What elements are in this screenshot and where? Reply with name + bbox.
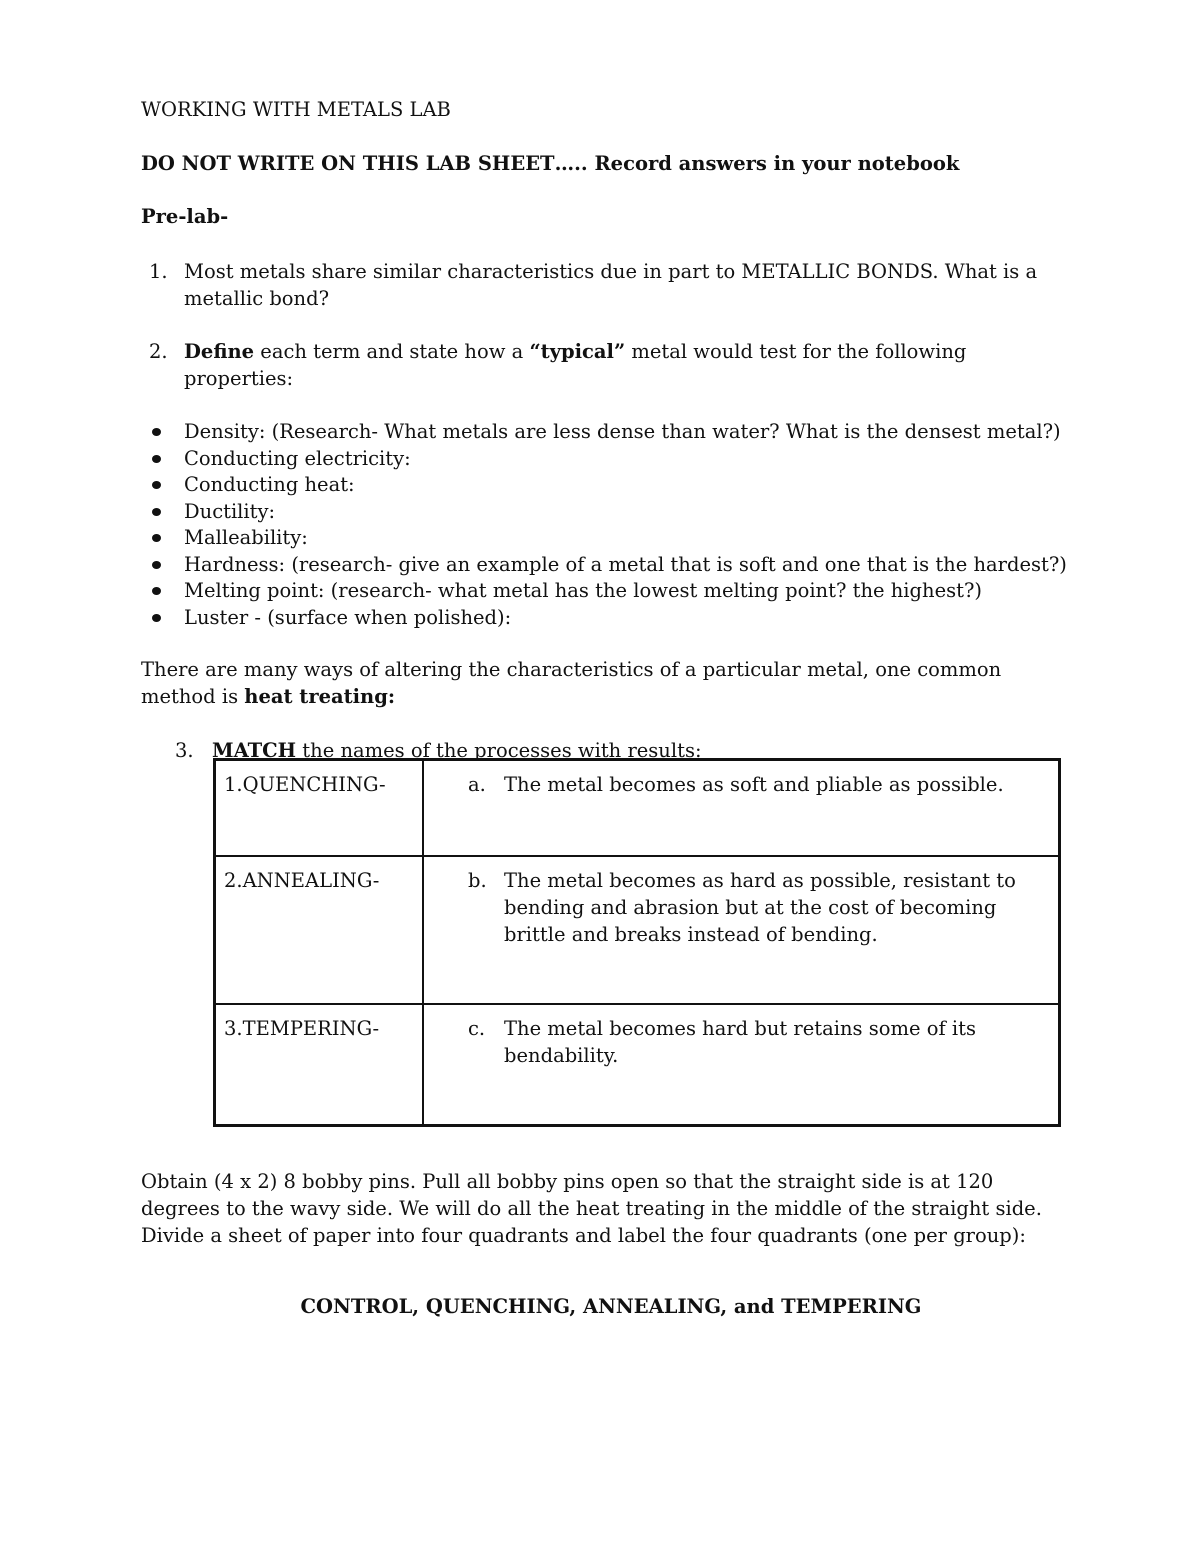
property-text: Conducting electricity: [184,446,411,470]
paragraph-text: There are many ways of altering the characteristics of a particular metal, one common method is [141,658,1002,708]
bullet-icon [152,428,161,436]
bullet-icon [152,508,161,516]
question-2 [141,338,1071,392]
process-result [423,1004,1060,1126]
question-number: 2. [149,340,168,363]
bullet-icon [152,481,161,489]
notice-line [141,150,1071,177]
process-name: 3.TEMPERING- [215,1004,424,1126]
prelab-heading: Pre-lab- [141,205,229,228]
bullet-icon [152,455,161,463]
instructions-paragraph: Obtain (4 x 2) 8 bobby pins. Pull all bobby pins open so that the straight side is at 120 degrees to the wavy side. We will do all the heat treating in the middle of the straight side. Divide a sheet of paper into four quadrants and label the four quadrants (one per group): [141,1170,1042,1247]
question-number: 1. [149,260,168,283]
question-text: the names of the processes with results: [296,739,702,762]
page-title: WORKING WITH METALS LAB [141,98,451,121]
bullet-icon [152,614,161,622]
process-name: 1.QUENCHING- [215,760,424,857]
bullet-icon [152,534,161,542]
result-letter: c. [468,1017,486,1040]
notice-instruction: Record answers in your notebook [594,152,960,175]
table-row [215,856,1060,1004]
result-letter: b. [468,869,487,892]
question-number: 3. [175,739,194,762]
table-row [215,760,1060,857]
property-text: Malleability: [184,526,308,549]
list-item [141,604,1071,631]
bullet-icon [152,561,161,569]
list-item [141,471,1071,498]
property-list [141,418,1071,630]
list-item [141,551,1071,578]
list-item [141,524,1071,551]
list-item [141,577,1071,604]
paragraph-keyword: heat treating: [244,685,396,708]
property-text: Melting point: (research- what metal has the lowest melting point? the highest?) [184,579,983,602]
property-text: Ductility: [184,499,276,523]
property-text: Hardness: (research- give an example of a metal that is soft and one that is the hardest?) [184,552,1067,576]
table-row [215,1004,1060,1126]
process-result [423,760,1060,857]
question-keyword: Define [184,340,255,363]
question-keyword: MATCH [212,739,297,762]
question-text: Most metals share similar characteristics due in part to METALLIC BONDS. What is a metallic bond? [184,260,1038,310]
question-1 [141,258,1071,312]
question-text: metal would test for the following properties: [184,340,967,390]
result-text: The metal becomes hard but retains some of its bendability. [504,1017,976,1067]
question-text: each term and state how a [254,340,530,363]
list-item [141,418,1071,445]
matching-table [213,758,1061,1127]
notice-warning: DO NOT WRITE ON THIS LAB SHEET….. [141,152,588,175]
bullet-icon [152,587,161,595]
question-emphasis: “typical” [529,340,626,363]
process-name: 2.ANNEALING- [215,856,424,1004]
result-text: The metal becomes as hard as possible, resistant to bending and abrasion but at the cost of becoming brittle and breaks instead of bending. [504,869,1016,946]
property-text: Luster - (surface when polished): [184,605,512,629]
property-text: Conducting heat: [184,473,355,496]
list-item [141,498,1071,525]
quadrant-labels: CONTROL, QUENCHING, ANNEALING, and TEMPERING [300,1295,922,1318]
property-text: Density: (Research- What metals are less dense than water? What is the densest metal?) [184,420,1061,443]
result-text: The metal becomes as soft and pliable as possible. [504,773,1004,796]
process-result [423,856,1060,1004]
heat-treating-paragraph [141,656,1071,710]
list-item [141,445,1071,472]
lab-sheet [141,96,1071,1318]
result-letter: a. [468,773,486,796]
